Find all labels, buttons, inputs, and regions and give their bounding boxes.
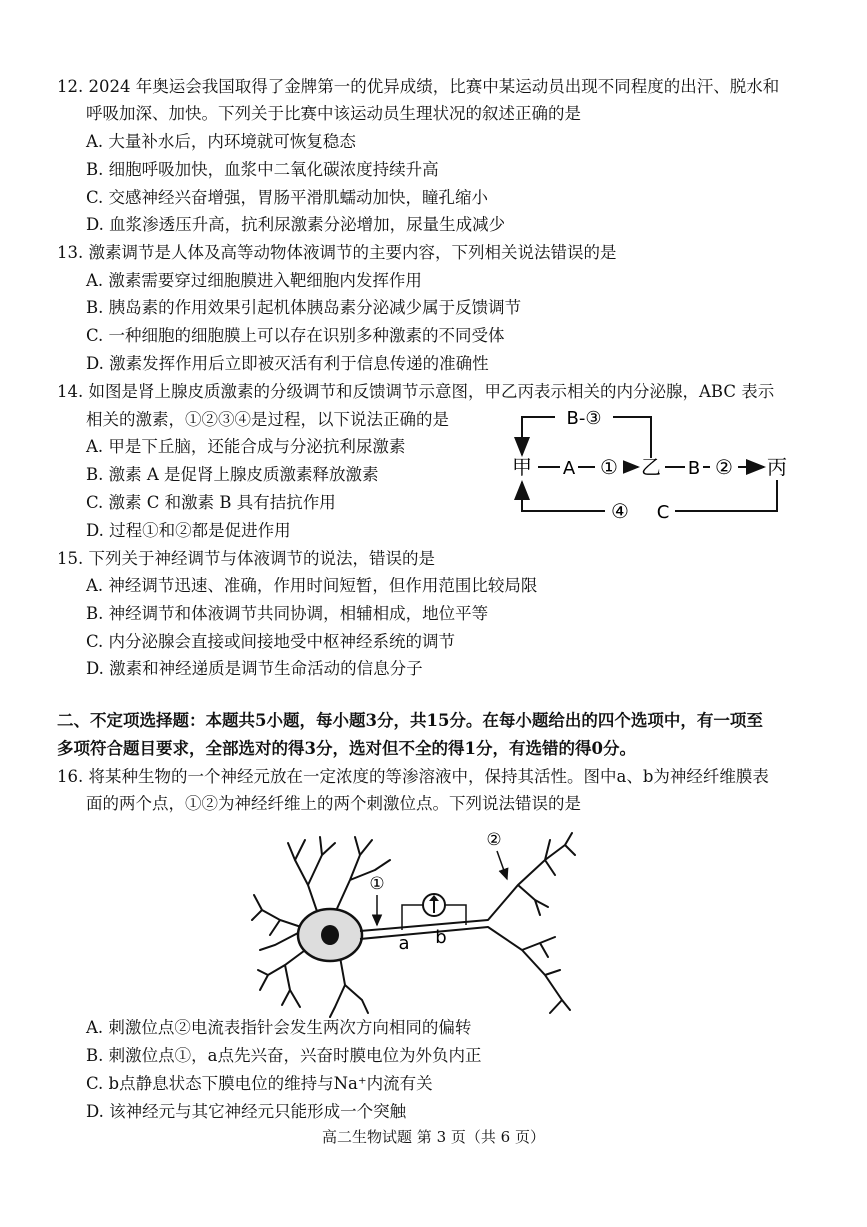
circle-2: ② xyxy=(715,455,733,479)
jia-label: 甲 xyxy=(512,455,532,479)
hormone-regulation-diagram xyxy=(500,400,800,525)
yi-label: 乙 xyxy=(641,455,661,479)
q12-stem-line2: 呼吸加深、加快。下列关于比赛中该运动员生理状况的叙述正确的是 xyxy=(86,104,581,123)
q16-option-c: C. b点静息状态下膜电位的维持与Na⁺内流有关 xyxy=(86,1074,433,1093)
nucleus xyxy=(321,925,339,945)
q16-option-d: D. 该神经元与其它神经元只能形成一个突触 xyxy=(86,1102,407,1121)
label-b: B xyxy=(687,458,701,479)
q13-option-b: B. 胰岛素的作用效果引起机体胰岛素分泌减少属于反馈调节 xyxy=(86,298,522,317)
bing-label: 丙 xyxy=(767,455,787,479)
section2-line2: 多项符合题目要求，全部选对的得3分，选对但不全的得1分，有选错的得0分。 xyxy=(57,739,636,758)
q14-stem-line2: 相关的激素，①②③④是过程，以下说法正确的是 xyxy=(86,410,449,429)
stim-label-1: ① xyxy=(369,874,385,894)
page-footer: 高二生物试题 第 3 页（共 6 页） xyxy=(322,1128,545,1146)
point-a-label: a xyxy=(398,933,410,954)
q15-stem: 15. 下列关于神经调节与体液调节的说法，错误的是 xyxy=(57,549,435,568)
q12-option-d: D. 血浆渗透压升高，抗利尿激素分泌增加，尿量生成减少 xyxy=(86,215,506,234)
point-b-label: b xyxy=(435,927,447,948)
q16-option-a: A. 刺激位点②电流表指针会发生两次方向相同的偏转 xyxy=(86,1018,472,1037)
q14-option-b: B. 激素 A 是促肾上腺皮质激素释放激素 xyxy=(86,465,379,484)
stim-arrow-2 xyxy=(497,851,507,879)
neuron-figure xyxy=(250,825,580,1020)
circle-1: ① xyxy=(600,455,618,479)
q13-option-c: C. 一种细胞的细胞膜上可以存在识别多种激素的不同受体 xyxy=(86,326,505,345)
top-label: B-③ xyxy=(566,408,602,429)
axon-terminals xyxy=(488,833,575,1013)
q16-option-b: B. 刺激位点①，a点先兴奋，兴奋时膜电位为外负内正 xyxy=(86,1046,482,1065)
q14-stem-line1: 14. 如图是肾上腺皮质激素的分级调节和反馈调节示意图，甲乙丙表示相关的内分泌腺，ABC 表示 xyxy=(57,382,775,401)
q13-option-a: A. 激素需要穿过细胞膜进入靶细胞内发挥作用 xyxy=(86,271,422,290)
stim-label-2: ② xyxy=(486,830,502,850)
q14-option-a: A. 甲是下丘脑，还能合成与分泌抗利尿激素 xyxy=(86,437,406,456)
section2-line1: 二、不定项选择题：本题共5小题，每小题3分，共15分。在每小题给出的四个选项中，有一项至 xyxy=(57,711,763,730)
q12-option-b: B. 细胞呼吸加快，血浆中二氧化碳浓度持续升高 xyxy=(86,160,439,179)
axon xyxy=(360,920,488,939)
q13-option-d: D. 激素发挥作用后立即被灭活有利于信息传递的准确性 xyxy=(86,354,489,373)
q16-stem-line2: 面的两个点，①②为神经纤维上的两个刺激位点。下列说法错误的是 xyxy=(86,794,581,813)
label-a: A xyxy=(562,458,576,479)
q13-stem: 13. 激素调节是人体及高等动物体液调节的主要内容，下列相关说法错误的是 xyxy=(57,243,617,262)
label-c: C xyxy=(656,502,670,523)
q12-option-a: A. 大量补水后，内环境就可恢复稳态 xyxy=(86,132,356,151)
q14-option-c: C. 激素 C 和激素 B 具有拮抗作用 xyxy=(86,493,336,512)
q15-option-d: D. 激素和神经递质是调节生命活动的信息分子 xyxy=(86,659,423,678)
q16-stem-line1: 16. 将某种生物的一个神经元放在一定浓度的等渗溶液中，保持其活性。图中a、b为神经纤维膜表 xyxy=(57,767,769,786)
q15-option-a: A. 神经调节迅速、准确，作用时间短暂，但作用范围比较局限 xyxy=(86,576,538,595)
q12-option-c: C. 交感神经兴奋增强，胃肠平滑肌蠕动加快，瞳孔缩小 xyxy=(86,188,489,207)
q15-option-b: B. 神经调节和体液调节共同协调，相辅相成，地位平等 xyxy=(86,604,489,623)
q14-option-d: D. 过程①和②都是促进作用 xyxy=(86,521,291,540)
q15-option-c: C. 内分泌腺会直接或间接地受中枢神经系统的调节 xyxy=(86,632,456,651)
circle-4: ④ xyxy=(611,499,629,523)
q12-stem-line1: 12. 2024 年奥运会我国取得了金牌第一的优异成绩，比赛中某运动员出现不同程度的出汗、脱水和 xyxy=(57,77,780,96)
